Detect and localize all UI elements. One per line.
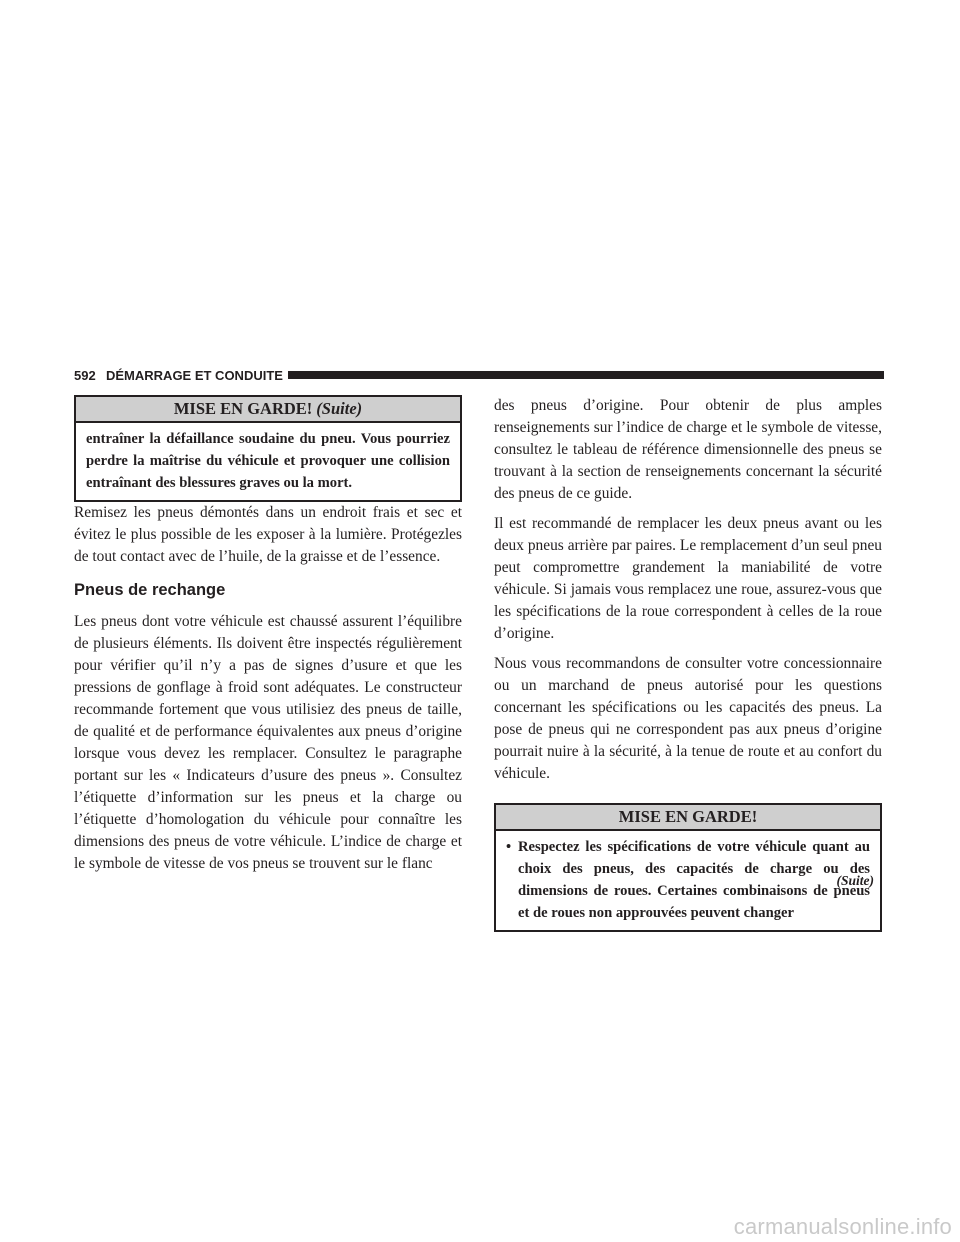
warning-title: MISE EN GARDE! bbox=[173, 399, 313, 418]
page-number: 592 bbox=[74, 368, 96, 383]
page-header bbox=[74, 368, 884, 388]
bullet-icon: • bbox=[506, 839, 512, 855]
warning-box bbox=[494, 803, 882, 932]
replacement-tires-paragraph: Les pneus dont votre véhicule est chaussé assurent l’équilibre de plusieurs éléments. Ils doivent être inspectés régulièrement pour vérifier qu’il n’y a pas de signes d’usure et que les pressions de gonflage à froid sont adéquates. Le constructeur recommande fortement que vous utilisiez des pneus de taille, de qualité et de performance équivalentes aux pneus d’origine lorsque vous devez les remplacer. Consultez le paragraphe portant sur les « Indicateurs d’usure des pneus ». Consultez l’étiquette d’information sur les pneus et la charge ou l’étiquette d’homologation du véhicule pour connaître les dimensions des pneus de votre véhicule. L’indice de charge et le symbole de vitesse de vos pneus se trouvent sur le flanc bbox=[74, 613, 462, 872]
warning-item-text: Respectez les spécifications de votre véhicule quant au choix des pneus, des capacités de charge ou des dimensions de roues. Certaines combinaisons de pneus et de roues non approuvées peuvent changer bbox=[518, 839, 870, 921]
load-index-paragraph: des pneus d’origine. Pour obtenir de plus amples renseignements sur l’indice de charge et le symbole de vitesse, consultez le tableau de référence dimensionnelle des pneus se trouvant à la section de renseignements concernant la sécurité des pneus de ce guide. bbox=[494, 397, 882, 502]
storage-paragraph: Remisez les pneus démontés dans un endroit frais et sec et évitez le plus possible de les exposer à la lumière. Protégezles de tout contact avec de l’huile, de la graisse et de l’essence. bbox=[74, 504, 462, 565]
warning-header bbox=[76, 397, 460, 423]
header-rule bbox=[288, 371, 884, 379]
continued-footer: (Suite) bbox=[836, 873, 874, 888]
warning-text: entraîner la défaillance soudaine du pneu. Vous pourriez perdre la maîtrise du véhicule et provoquer une collision entraînant des blessures graves ou la mort. bbox=[86, 431, 450, 491]
right-column bbox=[494, 395, 882, 932]
section-title: DÉMARRAGE ET CONDUITE bbox=[106, 368, 283, 383]
dealer-consult-paragraph: Nous vous recommandons de consulter votre concessionnaire ou un marchand de pneus autorisé pour les questions concernant les spécifications ou les capacités des pneus. La pose de pneus qui ne correspondent pas aux pneus d’origine pourrait nuire à la sécurité, à la tenue de route et au confort du véhicule. bbox=[494, 655, 882, 782]
left-column bbox=[74, 395, 462, 875]
pairs-replacement-paragraph: Il est recommandé de remplacer les deux pneus avant ou les deux pneus arrière par paires. Le remplacement d’un seul pneu peut compromettre grandement la maniabilité de votre véhicule. Si jamais vous remplacez une roue, assurez-vous que les spécifications de la roue correspondent à celles de la roue d’origine. bbox=[494, 515, 882, 642]
watermark: carmanualsonline.info bbox=[733, 1214, 952, 1239]
subheading-replacement-tires: Pneus de rechange bbox=[74, 581, 226, 599]
warning-header bbox=[496, 805, 880, 831]
warning-continued-label: (Suite) bbox=[316, 399, 363, 418]
warning-box-continued bbox=[74, 395, 462, 502]
warning-title: MISE EN GARDE! bbox=[618, 807, 758, 826]
